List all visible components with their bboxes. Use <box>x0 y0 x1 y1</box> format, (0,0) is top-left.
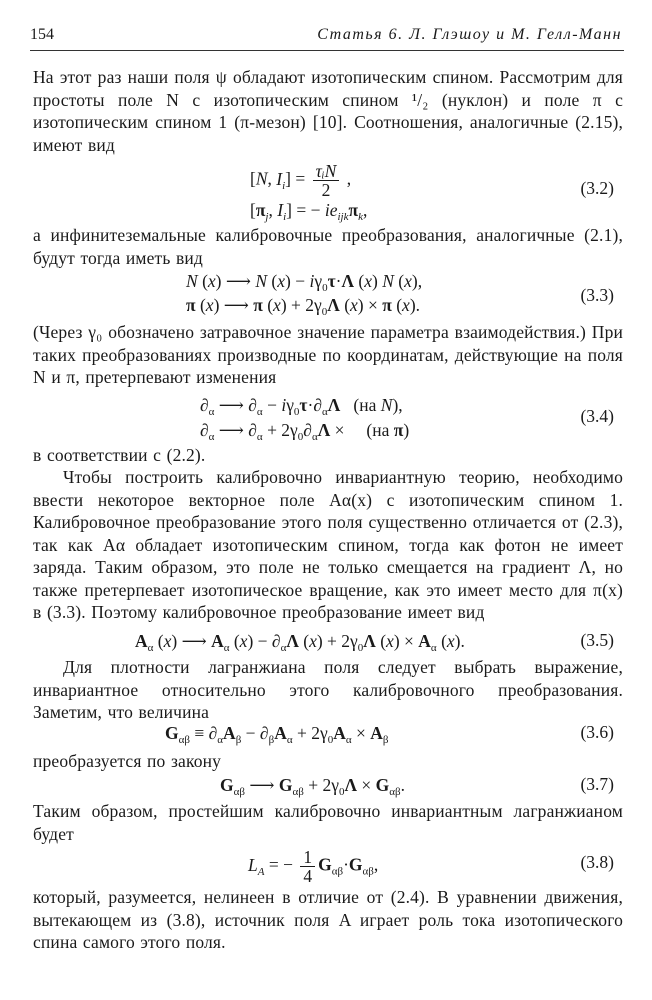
equation-3-7: $G_{\alpha\beta}$ ⟶ $G_{\alpha\beta} + 2\gamma_0\Lambda \times G_{\alpha\beta}$. <box>220 775 405 798</box>
header-rule <box>30 50 624 51</box>
equation-number-3-8: (3.8) <box>580 852 614 872</box>
equation-3-6: $G_{\alpha\beta} \equiv \partial_\alpha A_\beta - \partial_\beta A_\alpha + 2\gamma_0A_\alpha \times A_\beta$ <box>165 723 389 746</box>
equation-3-2-line-2: [$\pi_j$, $I_i$] = − $ie_{ijk}\pi_k$, <box>250 200 368 223</box>
page-number: 154 <box>30 26 54 43</box>
equation-number-3-3: (3.3) <box>580 285 614 305</box>
equation-number-3-2: (3.2) <box>580 178 614 198</box>
equation-number-3-6: (3.6) <box>580 722 614 742</box>
equation-3-2-line-1: [N, $I_i$] = $\frac{\text{τᵢN}}{2}$ , <box>250 161 352 200</box>
paragraph-4: в соответствии с (2.2). <box>33 445 206 465</box>
fraction <box>313 162 340 199</box>
paragraph-7: преобразуется по закону <box>33 751 222 771</box>
fraction-denominator: 4 <box>303 866 313 886</box>
equation-number-3-4: (3.4) <box>580 406 614 426</box>
fraction-denominator: 2 <box>321 180 331 200</box>
equation-3-3-line-2: π (x) ⟶ π $(x) + 2\gamma_0\Lambda$ (x) × π (x). <box>186 295 421 318</box>
equation-3-4-line-1: $\partial_\alpha$ ⟶ $\partial_\alpha - i\gamma_0\tau\cdot\partial_\alpha\Lambda$ (на N), <box>200 395 403 418</box>
equation-3-8: $L_A$ = − $\frac{1}{4}$ $G_{\alpha\beta}\cdot G_{\alpha\beta}$, <box>248 847 379 886</box>
page-header <box>30 26 622 48</box>
fraction-numerator: 1 <box>300 848 315 867</box>
fraction <box>300 848 315 885</box>
paragraph-2: а инфинитеземальные калибровочные преобразования, аналогичные (2.1), будут тогда иметь вид <box>33 225 623 268</box>
paragraph-9: который, разумеется, нелинеен в отличие от (2.4). В уравнении движения, вытекающем из (3.8), источник поля A играет роль тока изотопического спина самого этого поля. <box>33 887 623 952</box>
equation-number-3-7: (3.7) <box>580 774 614 794</box>
paragraph-6: Для плотности лагранжиана поля следует выбрать выражение, инвариантное относительно этого калибровочного преобразования. Заметим, что величина <box>33 657 623 722</box>
equation-3-5: $A_\alpha$ (x) ⟶ $A_\alpha$ $(x) - \partial_\alpha\Lambda$ $(x) + 2\gamma_0\Lambda$ $(x) \times A_\alpha$ (x). <box>135 631 465 654</box>
equation-number-3-5: (3.5) <box>580 630 614 650</box>
paragraph-5: Чтобы построить калибровочно инвариантную теорию, необходимо ввести некоторое векторное поле Aα(x) с изотопическим спином 1. Калибровочное преобразование этого поля существенно отличается от (2.3), так как Aα обладает изотопическим спином, тогда как фотон не имеет заряда. Таким образом, это поле не только смещается на градиент Λ, но также претерпевает изотопическое вращение, как это имеет место для π(x) в (3.3). Поэтому калибровочное преобразование имеет вид <box>33 467 623 622</box>
paragraph-8: Таким образом, простейшим калибровочно инвариантным лагранжианом будет <box>33 801 623 844</box>
paragraph-1: На этот раз наши поля ψ обладают изотопическим спином. Рассмотрим для простоты поле N с изотопическим спином ¹/₂ (нуклон) и поле π с изотопическим спином 1 (π-мезон) [10]. Соотношения, аналогичные (2.15), имеют вид <box>33 67 623 155</box>
running-title: Статья 6. Л. Глэшоу и М. Гелл-Манн <box>317 26 622 43</box>
fraction-numerator: τᵢN <box>313 162 340 181</box>
paragraph-3: (Через γ₀ обозначено затравочное значение параметра взаимодействия.) При таких преобразованиях производные по координатам, действующие на поля N и π, претерпевают изменения <box>33 322 623 387</box>
equation-3-3-line-1: N (x) ⟶ N $(x) - i\gamma_0\tau\cdot\Lambda$ (x) N (x), <box>186 271 423 294</box>
equation-3-4-line-2: $\partial_\alpha$ ⟶ $\partial_\alpha + 2\gamma_0\partial_\alpha\Lambda$ × (на π) <box>200 420 410 443</box>
